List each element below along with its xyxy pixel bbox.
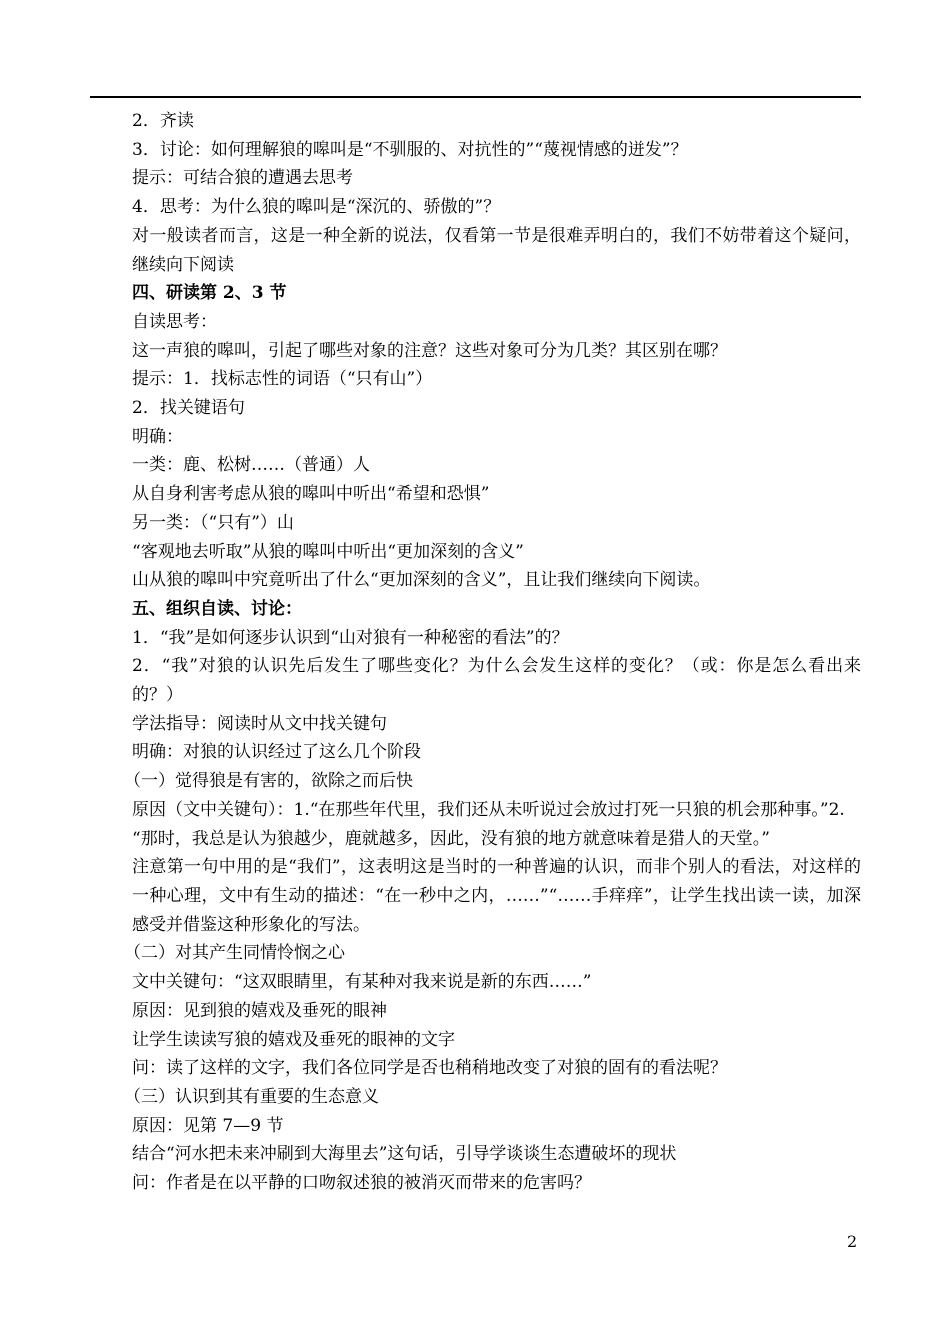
paragraph: （二）对其产生同情怜悯之心 (124, 943, 345, 964)
paragraph: 2．“我”对狼的认识先后发生了哪些变化？为什么会发生这样的变化？（或：你是怎么看出来的？） (132, 656, 861, 706)
paragraph: 这一声狼的嗥叫，引起了哪些对象的注意？这些对象可分为几类？其区别在哪？ (132, 340, 727, 361)
paragraph: 山从狼的嗥叫中究竟听出了什么“更加深刻的含义”，且让我们继续向下阅读。 (132, 570, 711, 591)
paragraph: 学法指导：阅读时从文中找关键句 (132, 713, 387, 734)
paragraph: 提示：1．找标志性的词语（“只有山”） (132, 369, 433, 390)
paragraph: 另一类：（“只有”）山 (132, 512, 294, 533)
paragraph: 结合“河水把未来冲刷到大海里去”这句话，引导学谈谈生态遭破坏的现状 (132, 1144, 677, 1165)
document-body (90, 107, 861, 1198)
paragraph: 明确：对狼的认识经过了这么几个阶段 (132, 742, 421, 763)
paragraph: 原因（文中关键句）：1.“在那些年代里，我们还从未听说过会放过打死一只狼的机会那种事。”2. (132, 799, 845, 820)
section-heading: 四、研读第 2、3 节 (132, 283, 287, 304)
paragraph: 自读思考： (132, 311, 217, 332)
paragraph: （三）认识到其有重要的生态意义 (124, 1086, 379, 1107)
paragraph: 文中关键句：“这双眼睛里，有某种对我来说是新的东西……” (132, 972, 592, 993)
paragraph: 问：读了这样的文字，我们各位同学是否也稍稍地改变了对狼的固有的看法呢？ (132, 1058, 727, 1079)
page-number: 2 (847, 1232, 858, 1251)
paragraph: 问：作者是在以平静的口吻叙述狼的被消灭而带来的危害吗？ (132, 1173, 591, 1194)
paragraph: 2．找关键语句 (132, 398, 245, 419)
paragraph: 原因：见第 7—9 节 (132, 1115, 284, 1136)
paragraph: 注意第一句中用的是“我们”，这表明这是当时的一种普遍的认识，而非个别人的看法，对这样的一种心理，文中有生动的描述：“在一秒中之内，……”“……手痒痒”，让学生找出读一读，加深感受并借鉴这种形象化的写法。 (132, 857, 861, 935)
paragraph: 让学生读读写狼的嬉戏及垂死的眼神的文字 (132, 1029, 455, 1050)
paragraph: 原因：见到狼的嬉戏及垂死的眼神 (132, 1000, 387, 1021)
header-rule (90, 96, 861, 98)
paragraph: 对一般读者而言，这是一种全新的说法，仅看第一节是很难弄明白的，我们不妨带着这个疑问，继续向下阅读 (132, 225, 861, 275)
paragraph: 明确： (132, 426, 183, 447)
paragraph: 4．思考：为什么狼的嗥叫是“深沉的、骄傲的”？ (132, 197, 501, 218)
paragraph: 1．“我”是如何逐步认识到“山对狼有一种秘密的看法”的？ (132, 627, 569, 648)
paragraph: 3．讨论：如何理解狼的嗥叫是“不驯服的、对抗性的”“蔑视情感的迸发”？ (132, 139, 688, 160)
paragraph: （一）觉得狼是有害的，欲除之而后快 (124, 771, 413, 792)
paragraph: 一类：鹿、松树……（普通）人 (132, 455, 370, 476)
section-heading: 五、组织自读、讨论： (132, 598, 302, 619)
paragraph: 2．齐读 (132, 111, 194, 131)
paragraph: “客观地去听取”从狼的嗥叫中听出“更加深刻的含义” (132, 541, 524, 562)
paragraph: 从自身利害考虑从狼的嗥叫中听出“希望和恐惧” (132, 484, 490, 505)
paragraph: “那时，我总是认为狼越少，鹿就越多，因此，没有狼的地方就意味着是猎人的天堂。” (132, 828, 770, 849)
paragraph: 提示：可结合狼的遭遇去思考 (132, 168, 353, 189)
